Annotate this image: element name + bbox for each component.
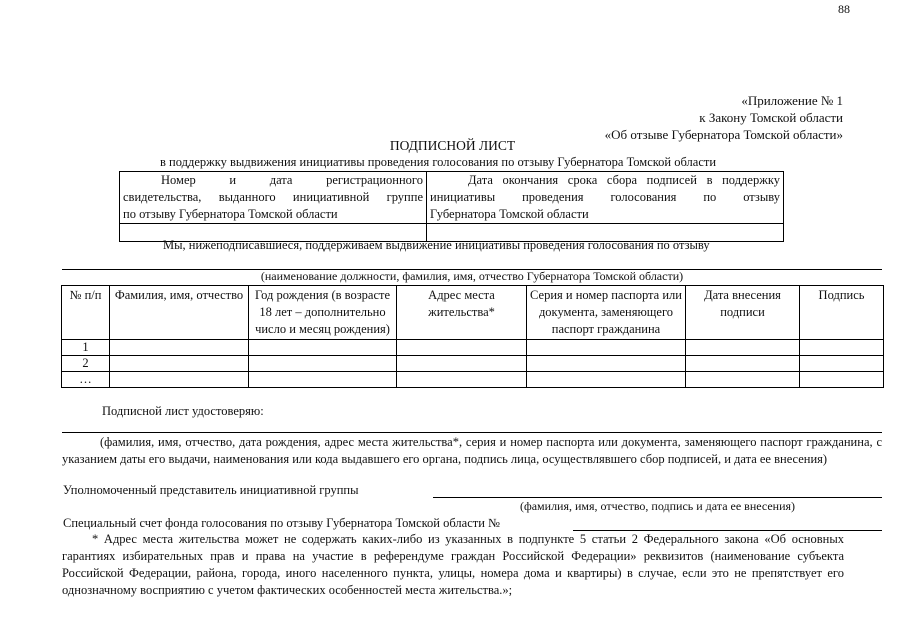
registration-table	[119, 171, 784, 242]
column-header: Дата внесения подписи	[686, 286, 800, 340]
table-cell[interactable]	[110, 372, 249, 388]
table-cell[interactable]	[397, 356, 527, 372]
table-cell[interactable]	[800, 356, 884, 372]
signature-table-header	[62, 286, 884, 340]
special-account-label: Специальный счет фонда голосования по отзыву Губернатора Томской области №	[63, 516, 500, 530]
column-header: № п/п	[62, 286, 110, 340]
row-number: 1	[62, 340, 110, 356]
support-statement: Мы, нижеподписавшиеся, поддерживаем выдвижение инициативы проведения голосования по отзыву	[163, 238, 710, 252]
table-cell[interactable]	[249, 372, 397, 388]
table-cell[interactable]	[686, 356, 800, 372]
registration-certificate-cell[interactable]	[120, 172, 427, 224]
column-header: Год рождения (в возрасте 18 лет – дополнительно число и месяц рождения)	[249, 286, 397, 340]
column-header: Подпись	[800, 286, 884, 340]
authorized-representative-field[interactable]	[433, 497, 882, 498]
signature-table	[61, 285, 884, 388]
row-number: …	[62, 372, 110, 388]
footnote: * Адрес места жительства может не содержать каких-либо из указанных в подпункте 5 статьи 2 Федерального закона «Об основных гарантиях избирательных прав и права на участие в референдуме граждан Российской Федерации» реквизитов (наименование субъекта Российской Федерации, района, города, иного населенного пункта, улицы, номера дома и квартиры) в случае, если это не препятствует его однозначному восприятию с учетом фактических особенностей места жительства.»;	[62, 532, 844, 597]
table-cell[interactable]	[527, 372, 686, 388]
appendix-line: к Закону Томской области	[699, 110, 843, 125]
authorized-representative-caption: (фамилия, имя, отчество, подпись и дата ее внесения)	[519, 499, 796, 513]
certify-label: Подписной лист удостоверяю:	[102, 404, 264, 418]
appendix-line: «Приложение № 1	[741, 93, 843, 108]
certifier-caption: (фамилия, имя, отчество, дата рождения, адрес места жительства*, серия и номер паспорта или документа, заменяющего паспорт гражданина, с указанием даты его выдачи, наименования или кода выдавшего его органа, подпись лица, осуществлявшего сбор подписей, и дата ее внесения)	[62, 435, 882, 466]
table-cell[interactable]	[397, 372, 527, 388]
table-cell[interactable]	[249, 356, 397, 372]
text-line: Номер и дата регистрационного	[161, 173, 423, 187]
text-line: инициативы проведения голосования по отзыву	[430, 190, 780, 204]
column-header: Фамилия, имя, отчество	[110, 286, 249, 340]
table-row	[62, 340, 884, 356]
document-title: ПОДПИСНОЙ ЛИСТ	[389, 138, 516, 153]
certifier-field[interactable]	[62, 432, 882, 433]
table-cell[interactable]	[249, 340, 397, 356]
table-cell[interactable]	[800, 372, 884, 388]
appendix-heading	[605, 92, 843, 143]
table-cell[interactable]	[527, 340, 686, 356]
text-line: по отзыву Губернатора Томской области	[123, 207, 338, 221]
column-header: Серия и номер паспорта или документа, заменяющего паспорт гражданина	[527, 286, 686, 340]
table-row	[62, 356, 884, 372]
appendix-line: «Об отзыве Губернатора Томской области»	[604, 127, 843, 142]
table-cell[interactable]	[397, 340, 527, 356]
text-line: Губернатора Томской области	[430, 207, 589, 221]
governor-caption: (наименование должности, фамилия, имя, отчество Губернатора Томской области)	[260, 269, 684, 283]
text-line: свидетельства, выданного инициативной группе	[123, 190, 423, 204]
collection-deadline-cell[interactable]	[427, 172, 784, 224]
document-subtitle: в поддержку выдвижения инициативы проведения голосования по отзыву Губернатора Томской области	[160, 155, 717, 169]
authorized-representative-label: Уполномоченный представитель инициативной группы	[63, 483, 359, 497]
table-cell[interactable]	[800, 340, 884, 356]
table-cell[interactable]	[527, 356, 686, 372]
table-cell[interactable]	[110, 340, 249, 356]
text-line: Дата окончания срока сбора подписей в поддержку	[468, 173, 780, 187]
registration-row	[120, 172, 784, 224]
table-cell[interactable]	[110, 356, 249, 372]
table-row	[62, 372, 884, 388]
table-cell[interactable]	[686, 372, 800, 388]
column-header: Адрес места жительства*	[397, 286, 527, 340]
row-number: 2	[62, 356, 110, 372]
table-cell[interactable]	[686, 340, 800, 356]
page-number: 88	[838, 2, 850, 16]
